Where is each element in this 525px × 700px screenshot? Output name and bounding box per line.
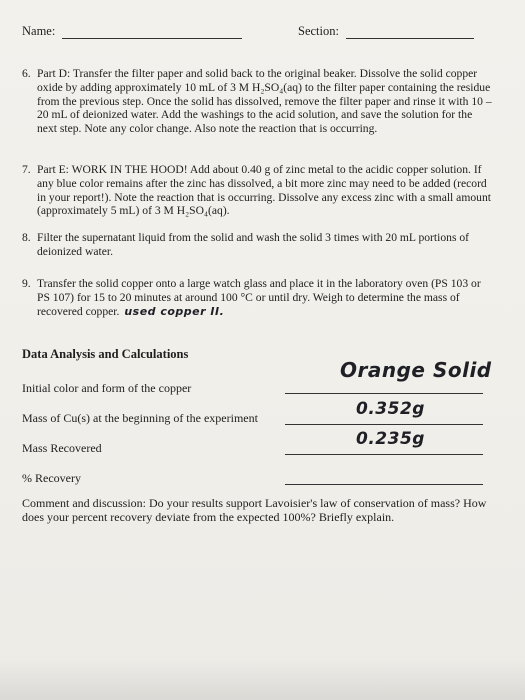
section-label: Section: (298, 24, 339, 38)
initial-color-answer: Orange Solid (340, 358, 492, 382)
comment-prompt: Comment and discussion: Do your results support Lavoisier's law of conservation of mass? How does your percent recovery deviate from the expected 100%? Briefly explain. (22, 496, 487, 524)
step-6 (22, 67, 492, 136)
mass-recovered-label: Mass Recovered (22, 441, 102, 455)
name-line (62, 38, 242, 39)
section-field (298, 24, 474, 39)
step-text (37, 277, 492, 318)
step-number: 6. (22, 67, 31, 80)
initial-color-line (285, 393, 483, 394)
mass-recovered-answer: 0.235g (356, 429, 425, 449)
step-number: 9. (22, 277, 31, 290)
section-line (346, 38, 474, 39)
step-number: 7. (22, 163, 31, 176)
mass-initial-label: Mass of Cu(s) at the beginning of the experiment (22, 411, 258, 425)
mass-initial-line (285, 424, 483, 425)
step-text: Part E: WORK IN THE HOOD! Add about 0.40 g of zinc metal to the acidic copper solution. If any blue color remains after the zinc has dissolved, a bit more zinc may need to be added (record in your report!). Note the reaction that is occurring. Dissolve any excess zinc with a small amount (approximately 5 mL) of 3 M H₂SO₄(aq). (37, 163, 491, 218)
step-text: Filter the supernatant liquid from the solid and wash the solid 3 times with 20 mL portions of deionized water. (37, 231, 470, 258)
data-analysis-title: Data Analysis and Calculations (22, 347, 189, 361)
step-text-body: Transfer the solid copper onto a large watch glass and place it in the laboratory oven (PS 103 or PS 107) for 15 to 20 minutes at around 100 °C or until dry. Weigh to determine the mass of recovered copper. (37, 277, 481, 318)
step-7 (22, 163, 492, 218)
page-shadow (0, 660, 525, 700)
step-8 (22, 231, 492, 259)
step-text: Part D: Transfer the filter paper and solid back to the original beaker. Dissolve the solid copper oxide by adding approximately 10 mL of 3 M H₂SO₄(aq) to the filter paper containing the residue from the previous step. Once the solid has dissolved, remove the filter paper and rinse it with 10 – 20 mL of deionized water. Add the washings to the acid solution, and save the solution for the next step. Note any color change. Also note the reaction that is occurring. (37, 67, 492, 136)
mass-initial-answer: 0.352g (356, 399, 425, 419)
step-number: 8. (22, 231, 31, 244)
step-9 (22, 277, 492, 318)
mass-recovered-line (285, 454, 483, 455)
name-field (22, 24, 242, 39)
initial-color-label: Initial color and form of the copper (22, 381, 192, 395)
name-label: Name: (22, 24, 56, 38)
percent-recovery-line (285, 484, 483, 485)
handwritten-note: used copper II. (124, 304, 225, 318)
percent-recovery-label: % Recovery (22, 471, 81, 485)
